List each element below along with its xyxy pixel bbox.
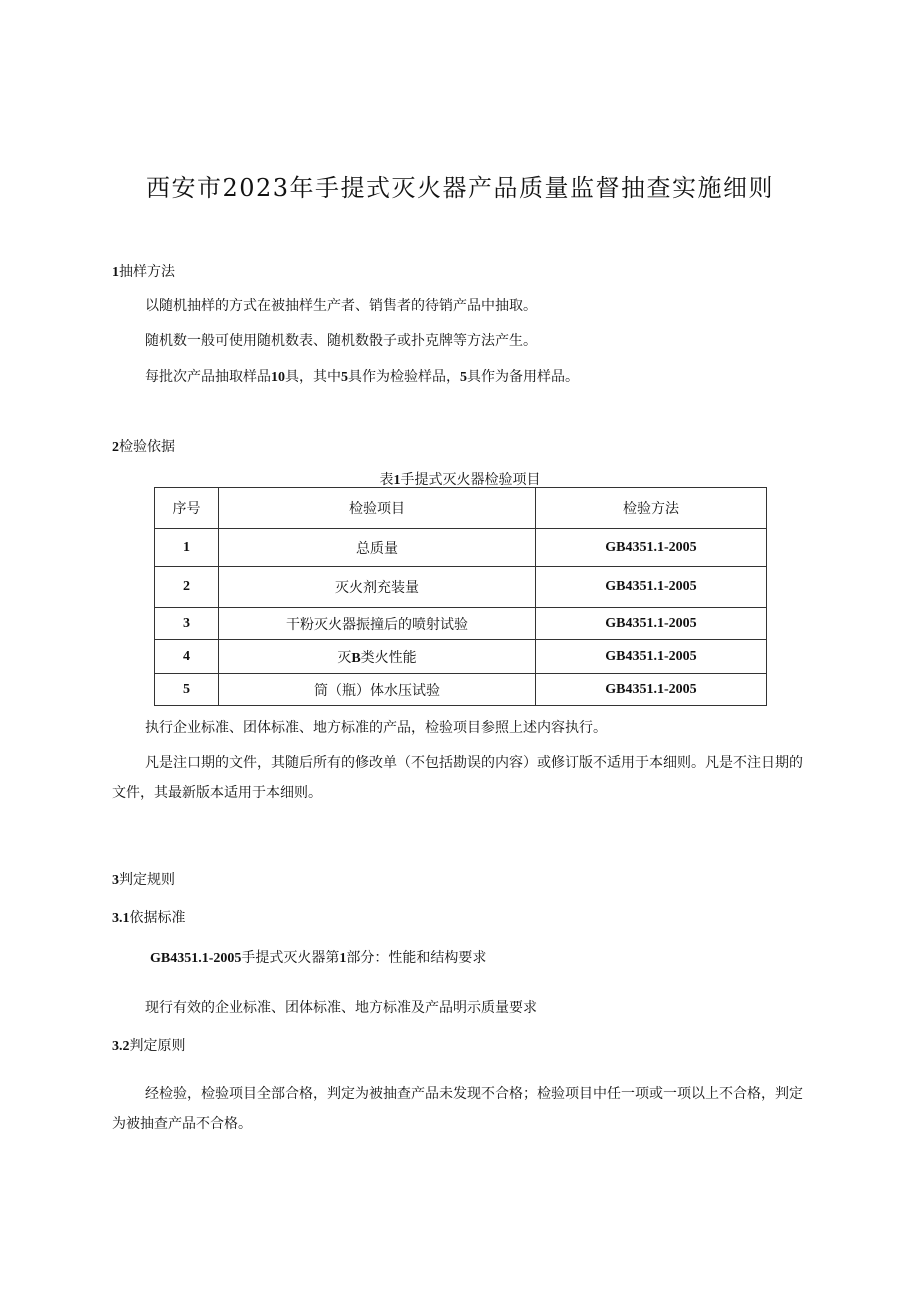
- section-2-paragraph-2: 凡是注口期的文件，其随后所有的修改单（不包括勘误的内容）或修订版不适用于本细则。凡是不注日期的文件，其最新版本适用于本细则。: [112, 755, 803, 801]
- text-fragment: 具作为检验样品，: [348, 369, 460, 385]
- row-item: 筒（瓶）体水压试验: [219, 674, 536, 706]
- header-method: 检验方法: [536, 488, 767, 529]
- row-no: 3: [155, 608, 219, 640]
- section-1-number: 1: [112, 265, 119, 280]
- judgement-rule-paragraph: 经检验，检验项目全部合格，判定为被抽查产品未发现不合格；检验项目中任一项或一项以上不合格，判定为被抽查产品不合格。: [112, 1086, 803, 1132]
- row-item: 总质量: [219, 529, 536, 567]
- standard-reference: [150, 947, 486, 967]
- table-row: [155, 608, 767, 640]
- table-caption: [0, 469, 920, 489]
- inspection-table: [154, 487, 767, 706]
- table-row: [155, 674, 767, 706]
- row-method: GB4351.1-2005: [536, 567, 767, 608]
- section-2-number: 2: [112, 440, 119, 455]
- text-fragment: 具，其中: [285, 369, 341, 385]
- section-3-2-number: 3.2: [112, 1039, 130, 1054]
- item-class-letter: B: [351, 650, 361, 666]
- section-1-paragraph-1: 以随机抽样的方式在被抽样生产者、销售者的待销产品中抽取。: [145, 298, 537, 314]
- section-2-paragraph-1: 执行企业标准、团体标准、地方标准的产品，检验项目参照上述内容执行。: [145, 720, 607, 736]
- table-row: [155, 529, 767, 567]
- row-no: 4: [155, 640, 219, 674]
- caption-text: 手提式灭火器检验项目: [400, 472, 541, 488]
- row-method: GB4351.1-2005: [536, 674, 767, 706]
- caption-number: 1: [393, 473, 401, 488]
- item-fragment: 类火性能: [360, 649, 417, 666]
- section-3-2-title: 判定原则: [129, 1038, 186, 1054]
- section-1-paragraph-3: [145, 366, 579, 386]
- row-item: [219, 640, 536, 674]
- header-no: 序号: [155, 488, 219, 529]
- section-2-title: 检验依据: [119, 439, 175, 455]
- section-3-heading: [112, 869, 175, 889]
- row-method: GB4351.1-2005: [536, 608, 767, 640]
- standard-paragraph-2: 现行有效的企业标准、团体标准、地方标准及产品明示质量要求: [145, 1000, 537, 1016]
- table-row: [155, 567, 767, 608]
- section-3-number: 3: [112, 873, 119, 888]
- caption-prefix: 表: [379, 472, 394, 488]
- item-fragment: 灭: [337, 649, 352, 666]
- section-1-paragraph-2: 随机数一般可使用随机数表、随机数骰子或扑克牌等方法产生。: [145, 333, 537, 349]
- section-3-1-number: 3.1: [112, 911, 130, 926]
- test-sample-count: 5: [341, 370, 348, 385]
- document-title: 西安市2023年手提式灭火器产品质量监督抽查实施细则: [145, 174, 775, 202]
- section-3-title: 判定规则: [119, 872, 175, 888]
- row-no: 2: [155, 567, 219, 608]
- standard-text: 手提式灭火器第: [241, 950, 340, 966]
- section-2-heading: [112, 436, 175, 456]
- section-3-1-title: 依据标准: [129, 910, 186, 926]
- section-3-1-heading: [112, 907, 186, 927]
- text-fragment: 每批次产品抽取样品: [145, 369, 271, 385]
- section-3-2-heading: [112, 1035, 186, 1055]
- table-header-row: [155, 488, 767, 529]
- standard-code: GB4351.1-2005: [150, 951, 242, 966]
- row-item: 灭火剂充装量: [219, 567, 536, 608]
- spare-sample-count: 5: [460, 370, 467, 385]
- sample-count: 10: [271, 370, 285, 385]
- text-fragment: 具作为备用样品。: [467, 369, 579, 385]
- section-1-heading: [112, 261, 175, 281]
- row-method: GB4351.1-2005: [536, 529, 767, 567]
- standard-text: 部分：性能和结构要求: [346, 950, 487, 966]
- row-item: 干粉灭火器振撞后的喷射试验: [219, 608, 536, 640]
- header-item: 检验项目: [219, 488, 536, 529]
- standard-part-number: 1: [339, 951, 347, 966]
- row-method: GB4351.1-2005: [536, 640, 767, 674]
- table-row: [155, 640, 767, 674]
- row-no: 5: [155, 674, 219, 706]
- row-no: 1: [155, 529, 219, 567]
- section-1-title: 抽样方法: [119, 264, 175, 280]
